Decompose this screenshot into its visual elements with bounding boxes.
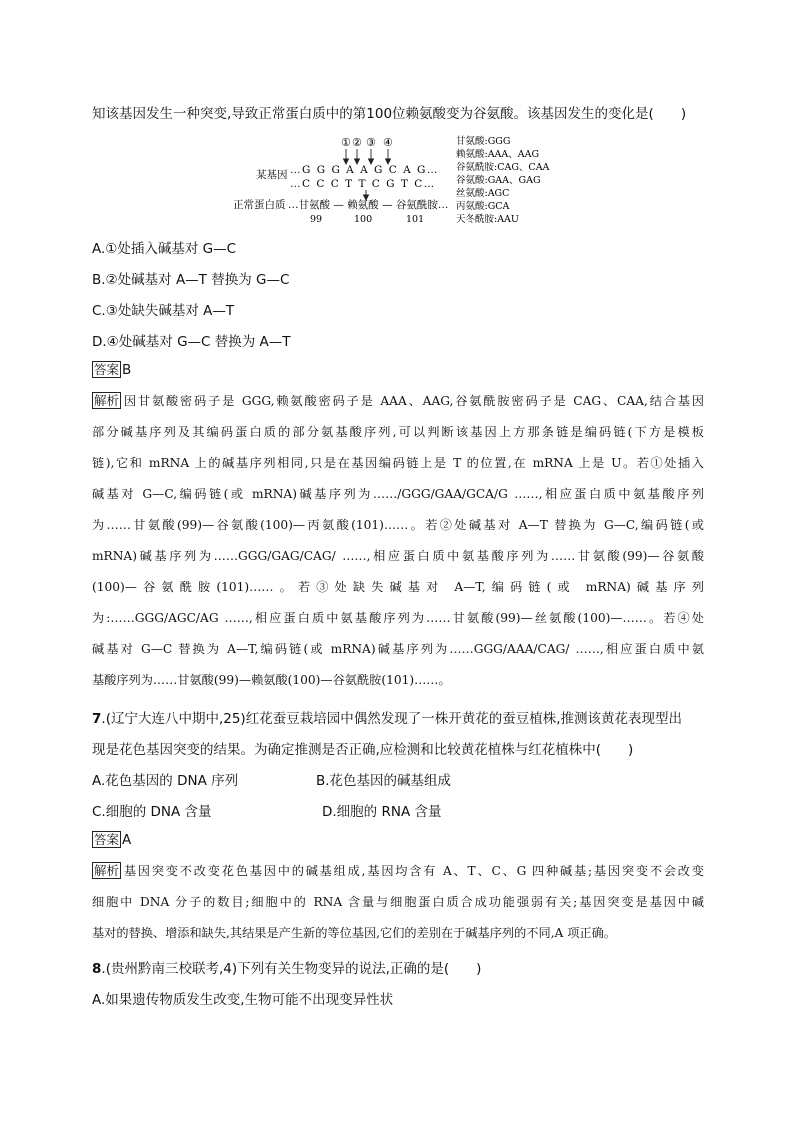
marker-1: ①	[341, 136, 351, 149]
codon-row: 丝氨酸:AGC	[456, 188, 510, 199]
analysis-line: 基对的替换、增添和缺失,其结果是产生新的等位基因,它们的差别在于碱基序列的不同,A 项正确。	[92, 926, 616, 940]
option-a: A.花色基因的 DNA 序列	[92, 773, 239, 789]
protein-label: 正常蛋白质	[233, 199, 286, 211]
gene-mutation-figure	[228, 133, 568, 225]
option-d: D.④处碱基对 G—C 替换为 A—T	[92, 334, 291, 350]
marker-3: ③	[366, 136, 376, 149]
analysis-line: 链),它和 mRNA 上的碱基序列相同,只是在基因编码链上是 T 的位置,在 mRNA 上是 U。若①处插入	[92, 456, 704, 470]
question-number: 8	[92, 961, 102, 977]
position-99: 99	[310, 214, 323, 225]
marker-arrows	[344, 149, 391, 164]
analysis-line: 解析 基因突变不改变花色基因中的碱基组成,基因均含有 A、T、C、G 四种碱基;基因突变不会改变	[94, 863, 704, 878]
protein-sequence: …甘氨酸 — 赖氨酸 — 谷氨酰胺…	[288, 199, 449, 211]
codon-row: 赖氨酸:AAA、AAG	[456, 149, 540, 160]
answer-line	[92, 831, 131, 848]
option-b: B.②处碱基对 A—T 替换为 G—C	[92, 272, 290, 288]
answer-value: A	[122, 832, 132, 848]
marker-2: ②	[352, 136, 362, 149]
question-number: 7	[92, 711, 102, 727]
option-c: C.③处缺失碱基对 A—T	[92, 303, 235, 319]
answer-tag: 答案	[94, 362, 120, 377]
analysis-tag: 解析	[94, 863, 120, 878]
option-a: A.如果遗传物质发生改变,生物可能不出现变异性状	[92, 992, 394, 1008]
gene-label: 某基因	[256, 169, 288, 181]
template-strand: …C C C T T C G T C…	[290, 178, 436, 190]
codon-row: 谷氨酸:GAA、GAG	[456, 175, 541, 186]
codon-row: 谷氨酰胺:CAG、CAA	[456, 162, 550, 173]
marker-4: ④	[383, 136, 393, 149]
analysis-line: 细胞中 DNA 分子的数目;细胞中的 RNA 含量与细胞蛋白质合成功能强弱有关;基因突变是基因中碱	[92, 895, 704, 909]
option-b: B.花色基因的碱基组成	[316, 773, 452, 789]
option-a: A.①处插入碱基对 G—C	[92, 241, 237, 257]
answer-value: B	[122, 362, 132, 378]
codon-row: 丙氨酸:GCA	[456, 201, 510, 212]
option-c: C.细胞的 DNA 含量	[92, 804, 212, 820]
position-101: 101	[406, 214, 425, 225]
analysis-line: 部分碱基序列及其编码蛋白质的部分氨基酸序列,可以判断该基因上方那条链是编码链(下方是模板	[92, 425, 704, 439]
question-7-stem-cont: 现是花色基因突变的结果。为确定推测是否正确,应检测和比较黄花植株与红花植株中( )	[92, 742, 634, 758]
option-d: D.细胞的 RNA 含量	[322, 804, 442, 820]
analysis-line: 碱基对 G—C 替换为 A—T,编码链(或 mRNA)碱基序列为……GGG/AAA/CAG/ ……,相应蛋白质中氨	[92, 642, 704, 656]
answer-line	[92, 361, 131, 378]
coding-strand: …G G G A A G C A G…	[290, 164, 439, 176]
question-7-stem: 7.(辽宁大连八中期中,25)红花蚕豆栽培园中偶然发现了一株开黄花的蚕豆植株,推测该黄花表现型出	[92, 711, 682, 727]
codon-row: 甘氨酸:GGG	[456, 136, 511, 147]
position-100: 100	[354, 214, 373, 225]
analysis-line: mRNA)碱基序列为……GGG/GAG/CAG/ ……,相应蛋白质中氨基酸序列为……甘氨酸(99)—谷氨酸	[92, 549, 704, 563]
analysis-line: 基酸序列为……甘氨酸(99)—赖氨酸(100)—谷氨酰胺(101)……。	[92, 673, 451, 687]
question-8-stem: 8.(贵州黔南三校联考,4)下列有关生物变异的说法,正确的是( )	[92, 961, 482, 977]
analysis-line: 解析 因甘氨酸密码子是 GGG,赖氨酸密码子是 AAA、AAG,谷氨酰胺密码子是 CAG、CAA,结合基因	[94, 393, 704, 408]
mutation-markers	[341, 136, 393, 149]
analysis-tag: 解析	[94, 393, 120, 408]
analysis-line: (100)—谷氨酰胺(101)……。若③处缺失碱基对 A—T,编码链(或 mRNA)碱基序列	[92, 580, 704, 594]
codon-row: 天冬酰胺:AAU	[456, 214, 519, 225]
analysis-line: 为:……GGG/AGC/AG ……,相应蛋白质中氨基酸序列为……甘氨酸(99)—丝氨酸(100)—……。若④处	[92, 611, 704, 625]
question-6-stem: 知该基因发生一种突变,导致正常蛋白质中的第100位赖氨酸变为谷氨酸。该基因发生的变化是( )	[92, 106, 687, 122]
analysis-line: 为……甘氨酸(99)—谷氨酸(100)—丙氨酸(101)……。若②处碱基对 A—T 替换为 G—C,编码链(或	[92, 518, 704, 532]
answer-tag: 答案	[94, 832, 120, 847]
codon-table	[456, 135, 550, 225]
analysis-line: 碱基对 G—C,编码链(或 mRNA)碱基序列为……/GGG/GAA/GCA/G ……,相应蛋白质中氨基酸序列	[92, 487, 704, 501]
